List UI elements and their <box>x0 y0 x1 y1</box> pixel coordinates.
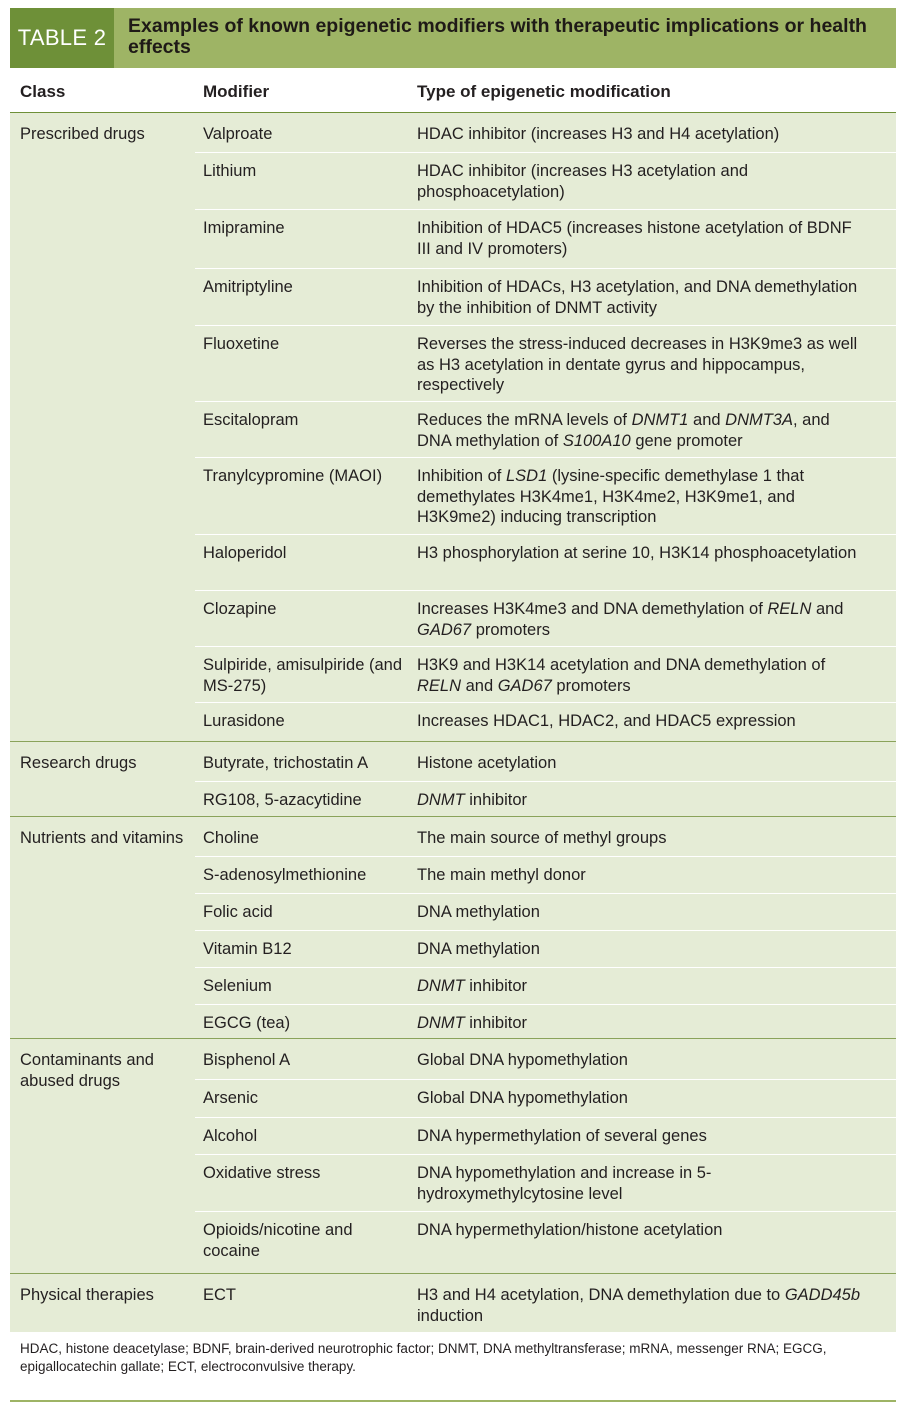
modification-cell: The main methyl donor <box>417 866 586 884</box>
modification-text: inhibitor <box>464 791 528 809</box>
modifier-cell: Arsenic <box>203 1089 259 1107</box>
column-header-class: Class <box>20 82 66 101</box>
modification-text: induction <box>417 1306 484 1325</box>
modifier-cell: Selenium <box>203 977 272 995</box>
modification-cell: DNA methylation <box>417 940 540 958</box>
modification-text: (lysine-specific demethylase 1 that demethylates H3K4me1, H3K4me2, H3K9me1, and H3K9me2) inducing transcription <box>417 467 805 526</box>
modifier-cell: EGCG (tea) <box>203 1014 291 1032</box>
gene-name: RELN <box>417 676 462 695</box>
modification-text: H3K9 and H3K14 acetylation and DNA demethylation of <box>417 656 826 674</box>
gene-name: DNMT <box>417 1014 465 1032</box>
row-divider <box>195 152 896 153</box>
modification-text: H3 and H4 acetylation, DNA demethylation due to <box>417 1286 785 1304</box>
modification-cell <box>417 1013 867 1034</box>
column-header-modification: Type of epigenetic modification <box>417 82 671 101</box>
modification-cell: DNA hypermethylation/histone acetylation <box>417 1221 723 1239</box>
gene-name: GAD67 <box>417 620 472 639</box>
row-divider <box>195 590 896 591</box>
modification-cell <box>417 410 867 451</box>
modifier-cell: Valproate <box>203 125 273 143</box>
modifier-cell: Opioids/nicotine and cocaine <box>203 1221 353 1260</box>
modification-text: promoters <box>551 676 631 695</box>
table-figure <box>10 0 896 1408</box>
row-divider <box>195 268 896 269</box>
modification-cell: Histone acetylation <box>417 754 557 772</box>
modification-text: and <box>688 411 726 429</box>
modification-cell <box>417 599 867 640</box>
class-group <box>10 113 896 741</box>
modification-text: and <box>461 676 498 695</box>
modifier-cell: Lurasidone <box>203 712 285 730</box>
column-headers <box>10 68 896 113</box>
gene-name: GADD45b <box>784 1286 861 1304</box>
modification-text: Reduces the mRNA levels of <box>417 411 632 429</box>
modification-cell <box>417 655 867 696</box>
row-divider <box>195 930 896 931</box>
modification-cell: Global DNA hypomethylation <box>417 1089 628 1107</box>
modification-text: promoters <box>471 620 550 639</box>
row-divider <box>195 534 896 535</box>
row-divider <box>195 325 896 326</box>
modification-cell <box>417 976 867 997</box>
row-divider <box>195 967 896 968</box>
modification-cell: Reverses the stress-induced decreases in H3K9me3 as well as H3 acetylation in dentate gyrus and hippocampus, respectively <box>417 335 858 394</box>
row-divider <box>195 856 896 857</box>
class-label: Physical therapies <box>20 1286 154 1304</box>
modifier-cell: Folic acid <box>203 903 273 921</box>
class-group <box>10 1038 896 1274</box>
modification-text: Increases H3K4me3 and DNA demethylation of <box>417 600 768 618</box>
gene-name: LSD1 <box>505 467 548 485</box>
modification-cell <box>417 790 867 811</box>
modifier-cell: Haloperidol <box>203 544 287 562</box>
modifier-cell: Fluoxetine <box>203 335 280 353</box>
modifier-cell: Vitamin B12 <box>203 940 292 958</box>
row-divider <box>195 702 896 703</box>
column-header-modifier: Modifier <box>203 82 270 101</box>
modifier-cell: S-adenosylmethionine <box>203 866 367 884</box>
modifier-cell: Oxidative stress <box>203 1164 321 1182</box>
modification-cell: HDAC inhibitor (increases H3 acetylation and phosphoacetylation) <box>417 162 749 201</box>
table-footnote: HDAC, histone deacetylase; BDNF, brain-derived neurotrophic factor; DNMT, DNA methyltransferase; mRNA, messenger RNA; EGCG, epigallocatechin gallate; ECT, electroconvulsive therapy. <box>10 1332 896 1384</box>
modifier-cell: RG108, 5-azacytidine <box>203 791 362 809</box>
row-divider <box>195 209 896 210</box>
gene-name: DNMT <box>417 977 465 995</box>
modification-cell <box>417 1285 867 1326</box>
modifier-cell: Tranylcypromine (MAOI) <box>203 467 383 485</box>
row-divider <box>195 1079 896 1080</box>
class-group <box>10 816 896 1039</box>
modification-cell <box>417 466 867 528</box>
modification-text: and <box>811 600 844 618</box>
modification-cell: HDAC inhibitor (increases H3 and H4 acetylation) <box>417 125 780 143</box>
modifier-cell: Choline <box>203 829 259 847</box>
row-divider <box>195 457 896 458</box>
row-divider <box>195 1211 896 1212</box>
row-divider <box>195 1004 896 1005</box>
modifier-cell: Amitriptyline <box>203 278 293 296</box>
gene-name: DNMT <box>417 791 465 809</box>
gene-name: S100A10 <box>562 431 631 450</box>
modification-text: inhibitor <box>464 1014 528 1032</box>
gene-name: RELN <box>767 600 812 618</box>
modification-cell: DNA hypermethylation of several genes <box>417 1127 707 1145</box>
row-divider <box>195 781 896 782</box>
row-divider <box>195 646 896 647</box>
modification-text: gene promoter <box>630 431 743 450</box>
class-label: Contaminants and abused drugs <box>20 1051 154 1090</box>
modifier-cell: Escitalopram <box>203 411 299 429</box>
modification-cell: Inhibition of HDAC5 (increases histone acetylation of BDNF III and IV promoters) <box>417 219 852 258</box>
bottom-rule <box>10 1400 896 1402</box>
class-group <box>10 741 896 817</box>
modifier-cell: ECT <box>203 1286 236 1304</box>
row-divider <box>195 1117 896 1118</box>
modification-text: , and DNA methylation of <box>417 411 830 450</box>
row-divider <box>195 1154 896 1155</box>
modifier-cell: Clozapine <box>203 600 277 618</box>
class-label: Prescribed drugs <box>20 125 145 143</box>
table-number-label: TABLE 2 <box>10 8 114 68</box>
gene-name: DNMT3A <box>725 411 793 429</box>
modification-cell: DNA methylation <box>417 903 540 921</box>
table-title: Examples of known epigenetic modifiers with therapeutic implications or health effects <box>128 15 867 58</box>
modification-cell: DNA hypomethylation and increase in 5-hydroxymethylcytosine level <box>417 1164 712 1203</box>
class-label: Research drugs <box>20 754 137 772</box>
modification-cell: Global DNA hypomethylation <box>417 1051 628 1069</box>
table-body <box>10 113 896 1332</box>
gene-name: GAD67 <box>497 676 552 695</box>
modification-cell: Increases HDAC1, HDAC2, and HDAC5 expression <box>417 712 796 730</box>
class-group <box>10 1273 896 1333</box>
modification-text: inhibitor <box>464 977 528 995</box>
modifier-cell: Sulpiride, amisulpiride (and MS-275) <box>203 656 403 695</box>
class-label: Nutrients and vitamins <box>20 829 184 847</box>
modifier-cell: Alcohol <box>203 1127 258 1145</box>
row-divider <box>195 893 896 894</box>
modifier-cell: Butyrate, trichostatin A <box>203 754 369 772</box>
row-divider <box>195 401 896 402</box>
modification-cell: The main source of methyl groups <box>417 829 667 847</box>
modification-cell: Inhibition of HDACs, H3 acetylation, and DNA demethylation by the inhibition of DNMT activity <box>417 278 858 317</box>
modification-text: Inhibition of <box>417 467 506 485</box>
table-header <box>10 8 896 68</box>
modification-cell: H3 phosphorylation at serine 10, H3K14 phosphoacetylation <box>417 544 857 562</box>
modifier-cell: Lithium <box>203 162 257 180</box>
gene-name: DNMT1 <box>631 411 689 429</box>
modifier-cell: Bisphenol A <box>203 1051 291 1069</box>
modifier-cell: Imipramine <box>203 219 285 237</box>
